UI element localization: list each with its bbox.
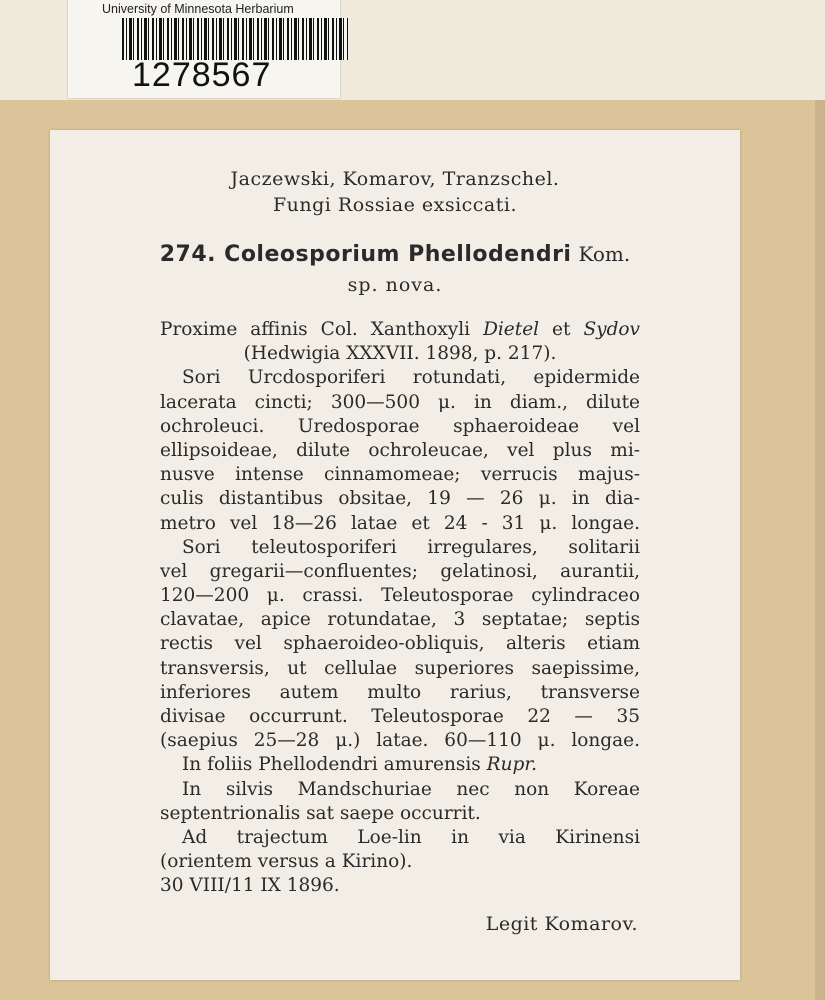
description-line: 120—200 μ. crassi. Teleutosporae cylindraceo <box>160 585 640 607</box>
description-line: transversis, ut cellulae superiores saepissime, <box>160 657 640 679</box>
novelty-note: sp. nova. <box>347 274 443 296</box>
description-line: septentrionalis sat saepe occurrit. <box>160 802 481 824</box>
description-line: (saepius 25—28 μ.) latae. 60—110 μ. longae. <box>160 730 640 752</box>
species-author: Kom. <box>578 242 631 266</box>
description-text <box>160 318 640 899</box>
description-line: In silvis Mandschuriae nec non Koreae <box>182 778 640 800</box>
description-line: 30 VIII/11 IX 1896. <box>160 875 340 897</box>
description-line: inferiores autem multo rarius, transverse <box>160 681 640 703</box>
description-line: In foliis Phellodendri amurensis Rupr. <box>182 754 538 776</box>
description-line: Sori teleutosporiferi irregulares, solitarii <box>182 536 640 558</box>
species-number-name: 274. Coleosporium Phellodendri <box>159 242 572 267</box>
description-line: Sori Urcdosporiferi rotundati, epidermide <box>182 367 640 389</box>
description-line: vel gregarii—confluentes; gelatinosi, aurantii, <box>160 560 640 582</box>
description-line: clavatae, apice rotundatae, 3 septatae; septis <box>160 609 640 631</box>
description-line: culis distantibus obsitae, 19 — 26 μ. in dia- <box>160 488 640 510</box>
description-line: divisae occurrunt. Teleutosporae 22 — 35 <box>160 706 640 727</box>
description-line: Proxime affinis Col. Xanthoxyli Dietel et Sydov <box>160 319 640 340</box>
description-line: metro vel 18—26 latae et 24 - 31 μ. longae. <box>160 512 640 534</box>
description-line: Ad trajectum Loe-lin in via Kirinensi <box>182 826 640 848</box>
species-title <box>50 242 740 267</box>
specimen-label <box>50 130 740 980</box>
description-line: rectis vel sphaeroideo-obliquis, alteris etiam <box>160 633 640 655</box>
label-header-series: Fungi Rossiae exsiccati. <box>272 194 518 216</box>
description-line: (Hedwigia XXXVII. 1898, p. 217). <box>243 343 557 365</box>
institution-name: University of Minnesota Herbarium <box>102 2 294 16</box>
description-line: ellipsoideae, dilute ochroleucae, vel plus mi- <box>160 439 640 461</box>
barcode-label <box>68 0 340 98</box>
collector-note: Legit Komarov. <box>485 913 638 935</box>
barcode-icon <box>122 18 348 60</box>
description-line: nusve intense cinnamomeae; verrucis majus- <box>160 464 640 486</box>
accession-number: 1278567 <box>132 56 272 94</box>
sheet-edge <box>815 100 825 1000</box>
label-header-authors: Jaczewski, Komarov, Tranzschel. <box>230 168 560 190</box>
description-line: lacerata cincti; 300—500 μ. in diam., dilute <box>160 391 640 413</box>
description-line: (orientem versus a Kirino). <box>160 851 413 873</box>
description-line: ochroleuci. Uredosporae sphaeroideae vel <box>160 415 640 437</box>
